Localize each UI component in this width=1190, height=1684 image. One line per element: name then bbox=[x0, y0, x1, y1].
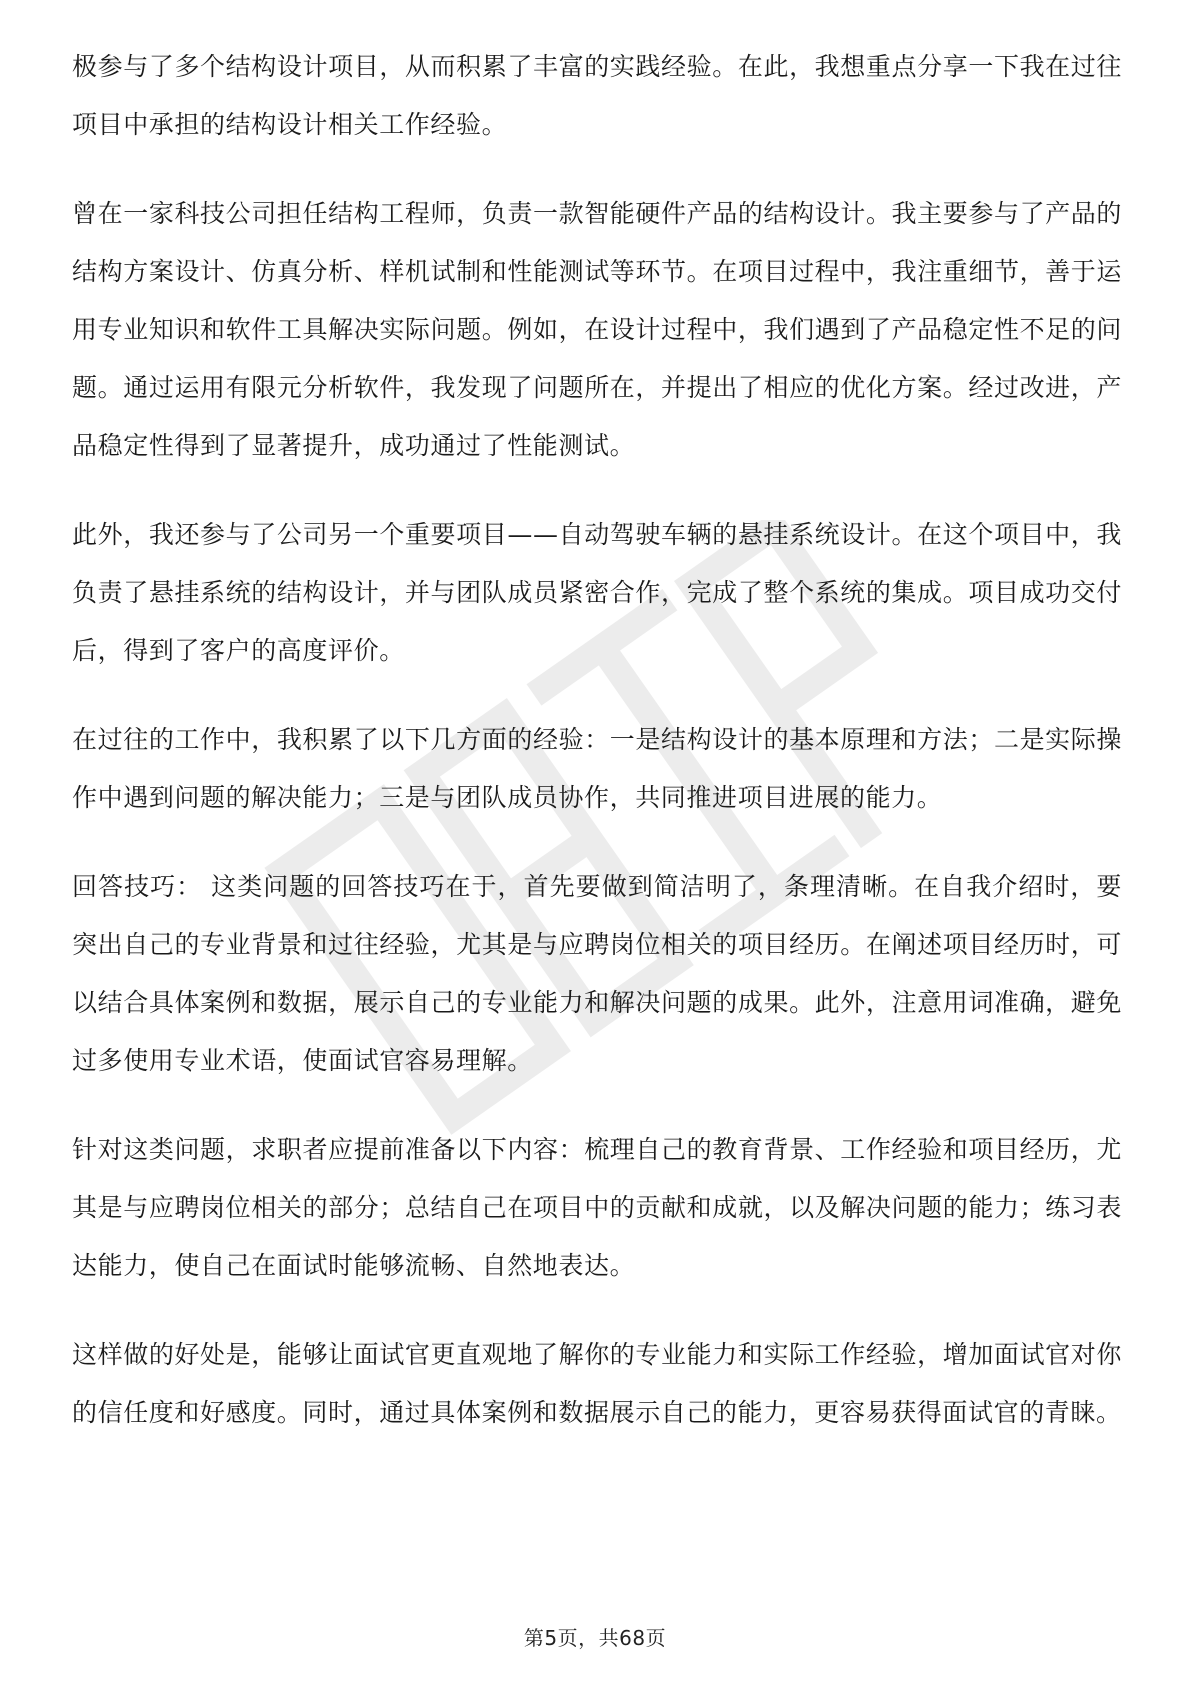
paragraph: 在过往的工作中，我积累了以下几方面的经验：一是结构设计的基本原理和方法；二是实际操作中遇到问题的解决能力；三是与团队成员协作，共同推进项目进展的能力。 bbox=[72, 725, 1122, 812]
paragraph: 针对这类问题，求职者应提前准备以下内容：梳理自己的教育背景、工作经验和项目经历，尤其是与应聘岗位相关的部分；总结自己在项目中的贡献和成就，以及解决问题的能力；练习表达能力，使自己在面试时能够流畅、自然地表达。 bbox=[72, 1135, 1122, 1280]
paragraph: 此外，我还参与了公司另一个重要项目——自动驾驶车辆的悬挂系统设计。在这个项目中，我负责了悬挂系统的结构设计，并与团队成员紧密合作，完成了整个系统的集成。项目成功交付后，得到了客户的高度评价。 bbox=[72, 520, 1122, 665]
document-body bbox=[72, 38, 1122, 1473]
paragraph: 这样做的好处是，能够让面试官更直观地了解你的专业能力和实际工作经验，增加面试官对你的信任度和好感度。同时，通过具体案例和数据展示自己的能力，更容易获得面试官的青睐。 bbox=[72, 1340, 1122, 1427]
paragraph: 极参与了多个结构设计项目，从而积累了丰富的实践经验。在此，我想重点分享一下我在过往项目中承担的结构设计相关工作经验。 bbox=[72, 52, 1122, 139]
paragraph: 曾在一家科技公司担任结构工程师，负责一款智能硬件产品的结构设计。我主要参与了产品的结构方案设计、仿真分析、样机试制和性能测试等环节。在项目过程中，我注重细节，善于运用专业知识和软件工具解决实际问题。例如，在设计过程中，我们遇到了产品稳定性不足的问题。通过运用有限元分析软件，我发现了问题所在，并提出了相应的优化方案。经过改进，产品稳定性得到了显著提升，成功通过了性能测试。 bbox=[72, 199, 1122, 460]
paragraph: 回答技巧： 这类问题的回答技巧在于，首先要做到简洁明了，条理清晰。在自我介绍时，要突出自己的专业背景和过往经验，尤其是与应聘岗位相关的项目经历。在阐述项目经历时，可以结合具体案例和数据，展示自己的专业能力和解决问题的成果。此外，注意用词准确，避免过多使用专业术语，使面试官容易理解。 bbox=[72, 872, 1122, 1075]
page-number: 第5页，共68页 bbox=[523, 1626, 667, 1650]
